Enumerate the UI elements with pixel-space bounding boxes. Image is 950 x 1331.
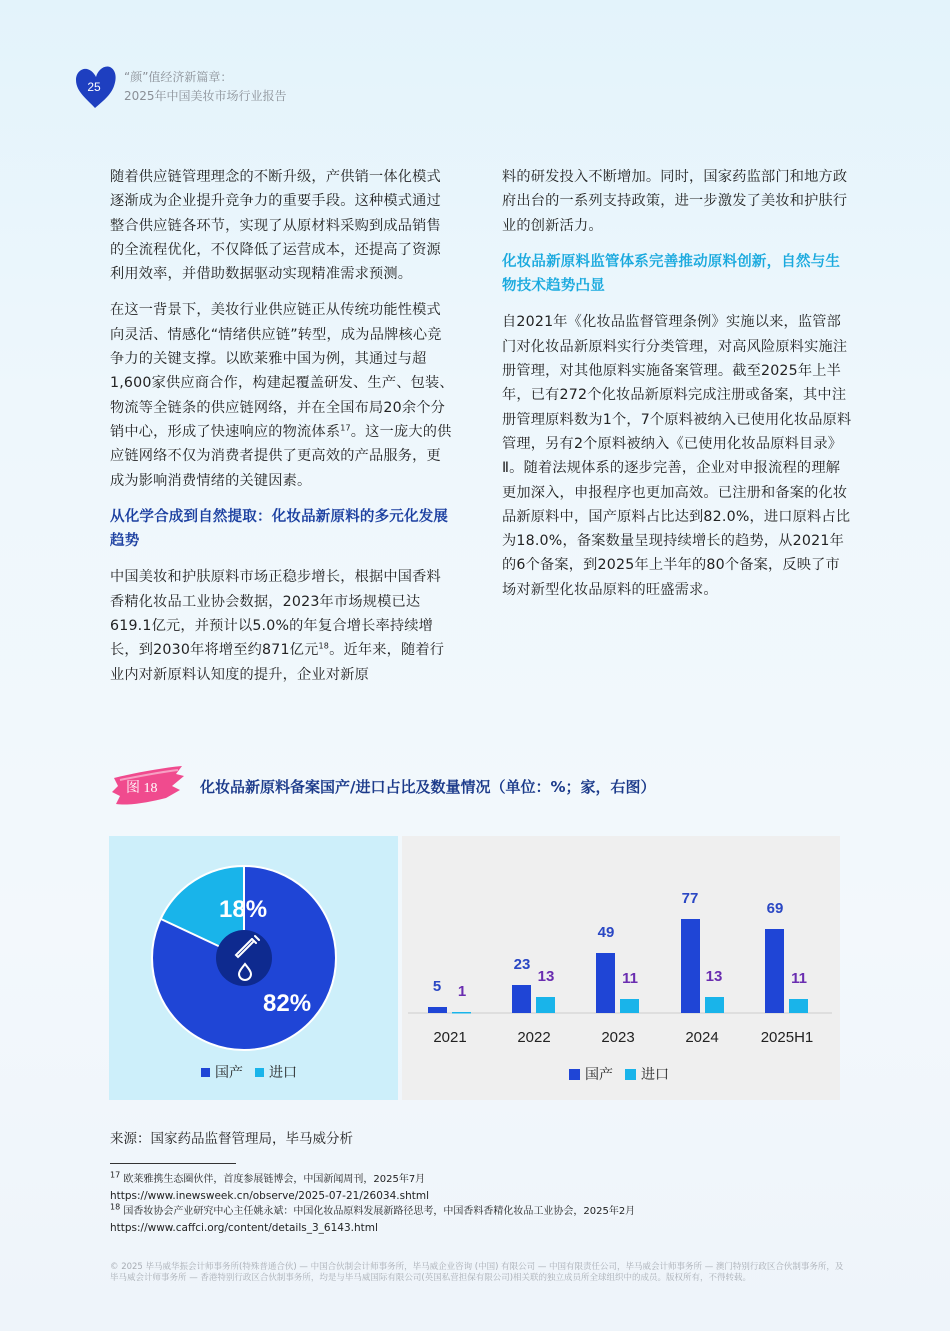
pie-chart [109,836,398,1100]
paragraph: 随着供应链管理理念的不断升级，产供销一体化模式逐渐成为企业提升竞争力的重要手段。这种模式通过整合供应链各环节，实现了从原材料采购到成品销售的全流程优化，不仅降低了运营成本，还提高了资源利用效率，并借助数据驱动实现精准需求预测。 [110,169,441,283]
footnote-ref[interactable]: 17 [340,423,351,433]
svg-text:2025H1: 2025H1 [760,1029,814,1046]
footnote-17-link[interactable]: https://www.inewsweek.cn/observe/2025-07-21/26034.shtml [110,1190,429,1202]
footnote-17: $^{17}$ 欧莱雅携生态圈伙伴，首度参展链博会，中国新闻周刊，2025年7月 [110,1170,426,1185]
bar-chart-panel [402,836,840,1100]
legend-item-domestic: 国产 [569,1064,613,1084]
pie-label-import: 18% [219,896,268,923]
svg-text:23: 23 [513,956,531,973]
svg-text:1: 1 [457,983,467,1000]
figure-source: 来源：国家药品监督管理局，毕马威分析 [110,1131,353,1147]
report-title-line1: “颜”值经济新篇章： [124,70,233,84]
footnotes [110,1172,635,1236]
svg-text:2024: 2024 [685,1029,719,1046]
left-column [110,165,455,699]
svg-text:5: 5 [432,978,442,995]
paragraph: 自2021年《化妆品监督管理条例》实施以来，监管部门对化妆品新原料实行分类管理，对高风险原料实施注册管理，对其他原料实施备案管理。截至2025年上半年，已有272个化妆品新原料完成注册或备案，其中注册管理原料数为1个，7个原料被纳入已使用化妆品原料管理，另有2个原料被纳入《已使用化妆品原料目录》Ⅱ。随着法规体系的逐步完善，企业对申报流程的理解更加深入，申报程序也更加高效。已注册和备案的化妆品新原料中，国产原料占比达到82.0%，进口原料占比为18.0%，备案数量呈现持续增长的趋势，从2021年的6个备案，到2025年上半年的80个备案，反映了市场对新型化妆品原料的旺盛需求。 [502,314,852,598]
legend-item-domestic: 国产 [201,1062,243,1082]
pie-chart-panel [109,836,398,1100]
pie-legend [201,1062,309,1082]
copyright-notice: © 2025 毕马威华振会计师事务所(特殊普通合伙) — 中国合伙制会计师事务所，毕马威企业咨询 (中国) 有限公司 — 中国有限责任公司，毕马威会计师事务所 — 澳门特别行政区合伙制事务所，及毕马威会计师事务所 — 香港特别行政区合伙制事务所，均是与毕马威国际有限公司(英国私营担保有限公司)相关联的独立成员所全球组织中的成员。版权所有，不得转载。 [110,1262,844,1283]
section-subheading: 化妆品新原料监管体系完善推动原料创新，自然与生物技术趋势凸显 [502,253,841,295]
page-header [74,64,287,110]
figure-title [110,764,656,808]
paragraph: 在这一背景下，美妆行业供应链正从传统功能性模式向灵活、情感化“情绪供应链”转型，成为品牌核心竞争力的关键支撑。以欧莱雅中国为例，其通过与超1,600家供应商合作，构建起覆盖研发、生产、包装、物流等全链条的供应链网络，并在全国布局20余个分销中心，形成了快速响应的物流体系$^{17}$。这一庞大的供应链网络不仅为消费者提供了更高效的产品服务，更成为影响消费情绪的关键因素。 [110,302,454,489]
svg-text:2021: 2021 [433,1029,467,1046]
report-title-line2: 2025年中国美妆市场行业报告 [124,89,287,103]
svg-text:11: 11 [622,970,638,987]
svg-text:11: 11 [791,970,807,987]
svg-text:49: 49 [597,924,615,941]
paragraph: 中国美妆和护肤原料市场正稳步增长，根据中国香料香精化妆品工业协会数据，2023年市场规模已达619.1亿元，并预计以5.0%的年复合增长率持续增长，到2030年将增至约871亿元$^{18}$。近年来，随着行业内对新原料认知度的提升，企业对新原 [110,569,445,683]
page-number: 25 [87,80,101,94]
svg-text:77: 77 [681,890,699,907]
svg-text:69: 69 [766,900,784,917]
legend-item-import: 进口 [625,1064,669,1084]
pie-label-domestic: 82% [263,990,312,1017]
right-column [502,165,852,614]
page-number-badge [74,64,118,110]
bar-chart [402,836,840,1100]
footnote-ref[interactable]: 18 [318,641,330,651]
svg-text:2022: 2022 [517,1029,551,1046]
svg-text:2023: 2023 [601,1029,635,1046]
footnote-18-link[interactable]: https://www.caffci.org/content/details_3_6143.html [110,1222,378,1234]
svg-text:13: 13 [537,968,555,985]
paragraph: 料的研发投入不断增加。同时，国家药监部门和地方政府出台的一系列支持政策，进一步激发了美妆和护肤行业的创新活力。 [502,169,848,234]
bar-legend [569,1064,681,1084]
section-subheading: 从化学合成到自然提取：化妆品新原料的多元化发展趋势 [110,508,449,550]
footnote-divider [110,1163,236,1164]
figure-badge: 图 18 [110,764,188,808]
figure-caption: 化妆品新原料备案国产/进口占比及数量情况（单位：%；家，右图） [200,777,656,796]
legend-item-import: 进口 [255,1062,297,1082]
svg-text:13: 13 [705,968,723,985]
footnote-18: $^{18}$ 国香妆协会产业研究中心主任姚永斌：中国化妆品原料发展新路径思考，中国香料香精化妆品工业协会，2025年2月 [110,1202,636,1217]
